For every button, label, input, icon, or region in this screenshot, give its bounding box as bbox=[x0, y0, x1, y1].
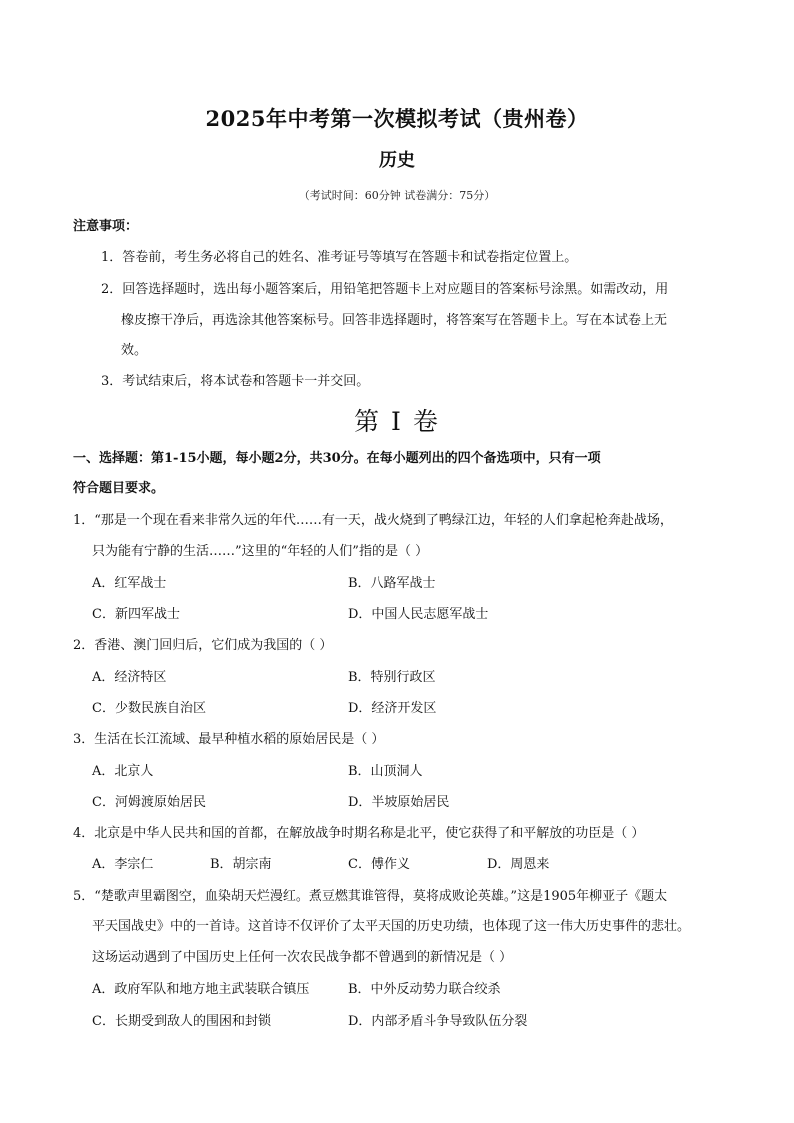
option-c: C．傅作义 bbox=[348, 857, 410, 872]
option-a: A．李宗仁 bbox=[92, 857, 154, 872]
question-stem-continuation: 这场运动遇到了中国历史上任何一次农民战争都不曾遇到的新情况是（ ） bbox=[92, 950, 513, 965]
question-stem: 1．“那是一个现在看来非常久远的年代……有一天，战火烧到了鸭绿江边，年轻的人们拿起枪奔赴战场， bbox=[73, 513, 673, 528]
option-a: A．经济特区 bbox=[92, 670, 167, 685]
notice-item: 1．答卷前，考生务必将自己的姓名、准考证号等填写在答题卡和试卷指定位置上。 bbox=[101, 250, 578, 265]
option-b: B．胡宗南 bbox=[210, 857, 272, 872]
option-b: B．中外反动势力联合绞杀 bbox=[348, 982, 501, 997]
notice-item: 2．回答选择题时，选出每小题答案后，用铅笔把答题卡上对应题目的答案标号涂黑。如需改动，用 bbox=[101, 282, 669, 297]
notice-item: 3．考试结束后，将本试卷和答题卡一并交回。 bbox=[101, 374, 370, 389]
notice-heading: 注意事项： bbox=[73, 219, 139, 234]
option-a: A．北京人 bbox=[92, 764, 154, 779]
page-title: 2025年中考第一次模拟考试（贵州卷） bbox=[205, 106, 589, 131]
option-d: D．半坡原始居民 bbox=[348, 795, 450, 810]
option-c: C．新四军战士 bbox=[92, 607, 180, 622]
question-stem: 5．“楚歌声里霸图空，血染胡天烂漫红。煮豆燃萁谁管得，莫将成败论英雄。”这是1905年柳亚子《题太 bbox=[73, 889, 668, 904]
option-a: A．政府军队和地方地主武装联合镇压 bbox=[92, 982, 310, 997]
option-d: D．经济开发区 bbox=[348, 701, 437, 716]
notice-item-continuation: 效。 bbox=[121, 343, 148, 358]
option-b: B．特别行政区 bbox=[348, 670, 436, 685]
option-c: C．河姆渡原始居民 bbox=[92, 795, 206, 810]
option-b: B．八路军战士 bbox=[348, 576, 436, 591]
option-c: C．少数民族自治区 bbox=[92, 701, 206, 716]
question-stem-continuation: 平天国战史》中的一首诗。这首诗不仅评价了太平天国的历史功绩，也体现了这一伟大历史事件的悲壮。 bbox=[92, 919, 691, 934]
section-instructions: 一、选择题：第1-15小题，每小题2分，共30分。在每小题列出的四个备选项中，只有一项 bbox=[73, 451, 601, 466]
question-stem: 4．北京是中华人民共和国的首都，在解放战争时期名称是北平，使它获得了和平解放的功臣是（ ） bbox=[73, 826, 645, 841]
question-stem-continuation: 只为能有宁静的生活……”这里的“年轻的人们”指的是（ ） bbox=[92, 544, 429, 559]
option-d: D．周恩来 bbox=[487, 857, 550, 872]
option-a: A．红军战士 bbox=[92, 576, 167, 591]
option-c: C．长期受到敌人的围困和封锁 bbox=[92, 1014, 271, 1029]
section-instructions-continuation: 符合题目要求。 bbox=[73, 481, 165, 496]
subject-heading: 历史 bbox=[379, 150, 415, 171]
question-stem: 2．香港、澳门回归后，它们成为我国的（ ） bbox=[73, 638, 333, 653]
option-b: B．山顶洞人 bbox=[348, 764, 423, 779]
question-stem: 3．生活在长江流域、最早种植水稻的原始居民是（ ） bbox=[73, 732, 385, 747]
option-d: D．中国人民志愿军战士 bbox=[348, 607, 489, 622]
notice-item-continuation: 橡皮擦干净后，再选涂其他答案标号。回答非选择题时，将答案写在答题卡上。写在本试卷上无 bbox=[121, 313, 668, 328]
volume-heading: 第 I 卷 bbox=[354, 407, 440, 436]
exam-meta: （考试时间：60分钟 试卷满分：75分） bbox=[298, 189, 496, 202]
option-d: D．内部矛盾斗争导致队伍分裂 bbox=[348, 1014, 528, 1029]
